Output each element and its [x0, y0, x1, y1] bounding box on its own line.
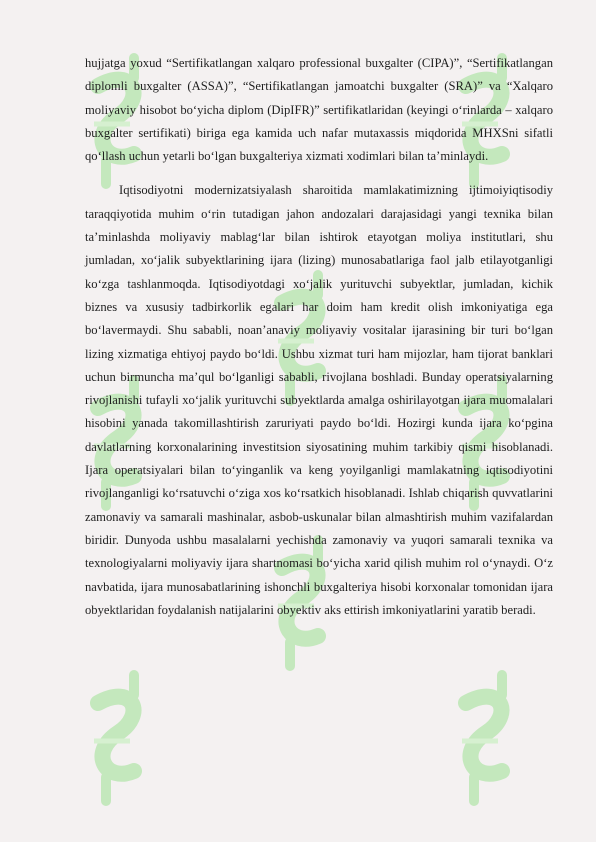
document-body [85, 52, 553, 622]
green-s-watermark-icon [462, 675, 502, 801]
green-s-watermark-icon [94, 675, 134, 801]
paragraph-sertifikat-talablari: hujjatga yoxud “Sertifikatlangan xalqaro professional buxgalter (CIPA)”, “Sertifikatlangan diplomli buxgalter (ASSA)”, “Sertifikatlangan jamoatchi buxgalter (SRA)” va “Xalqaro moliyaviy hisobot bo‘yicha diplom (DipIFR)” sertifikatlaridan (keyingi o‘rinlarda – xalqaro buxgalter sertifikati) biriga ega kamida uch nafar mutaxassis miqdorida MHXSni sifatli qo‘llash uchun yetarli bo‘lgan buxgalteriya xizmati xodimlari bilan ta’minlaydi. [85, 56, 553, 164]
paragraph-ijara-lizing: Iqtisodiyotni modernizatsiyalash sharoitida mamlakatimizning ijtimoiyiqtisodiy taraqqiyotida muhim o‘rin tutadigan jahon andozalari darajasidagi yangi texnika bilan ta’minlashda moliyaviy mablag‘lar bilan ishtirok etayotgan moliya institutlari, shu jumladan, xo‘jalik subyektlarining ijara (lizing) munosabatlariga faol jalb etilayotganligi ko‘zga tashlanmoqda. Iqtisodiyotdagi xo‘jalik yurituvchi subyektlar, jumladan, kichik biznes va xususiy tadbirkorlik egalari har doim ham kredit olish imkoniyatiga ega bo‘lavermaydi. Shu sababli, noan’anaviy moliyaviy vositalar ijarasining bir turi bo‘lgan lizing xizmatiga ehtiyoj paydo bo‘ldi. Ushbu xizmat turi ham mijozlar, ham tijorat banklari uchun birmuncha ma’qul bo‘lganligi sababli, rivojlana boshladi. Bunday operatsiyalarning rivojlanishi tufayli xo‘jalik yurituvchi subyektlarda amalga oshirilayotgan ijara muomalalari hisobini yanada takomillashtirish zaruriyati paydo bo‘ldi. Hozirgi kunda ijara ko‘pgina davlatlarning korxonalarining investitsion siyosatining muhim tarkibiy qismi hisoblanadi. Ijara operatsiyalari bilan to‘yinganlik va keng yoyilganligi mamlakatning iqtisodiyotini rivojlanganligi ko‘rsatuvchi o‘ziga xos ko‘rsatkich hisoblanadi. Ishlab chiqarish quvvatlarini zamonaviy va samarali mashinalar, asbob-uskunalar bilan almashtirish muhim vazifalardan biridir. Dunyoda ushbu masalalarni yechishda zamonaviy va yuqori samarali texnika va texnologiyalarni moliyaviy ijara shartnomasi bo‘yicha xarid qilish muhim rol o‘ynaydi. O‘z navbatida, ijara munosabatlarining ishonchli buxgalteriya hisobi korxonalar tomonidan ijara obyektlaridan foydalanish natijalarini obyektiv aks ettirish imkoniyatlarini yaratib beradi. [85, 183, 553, 617]
